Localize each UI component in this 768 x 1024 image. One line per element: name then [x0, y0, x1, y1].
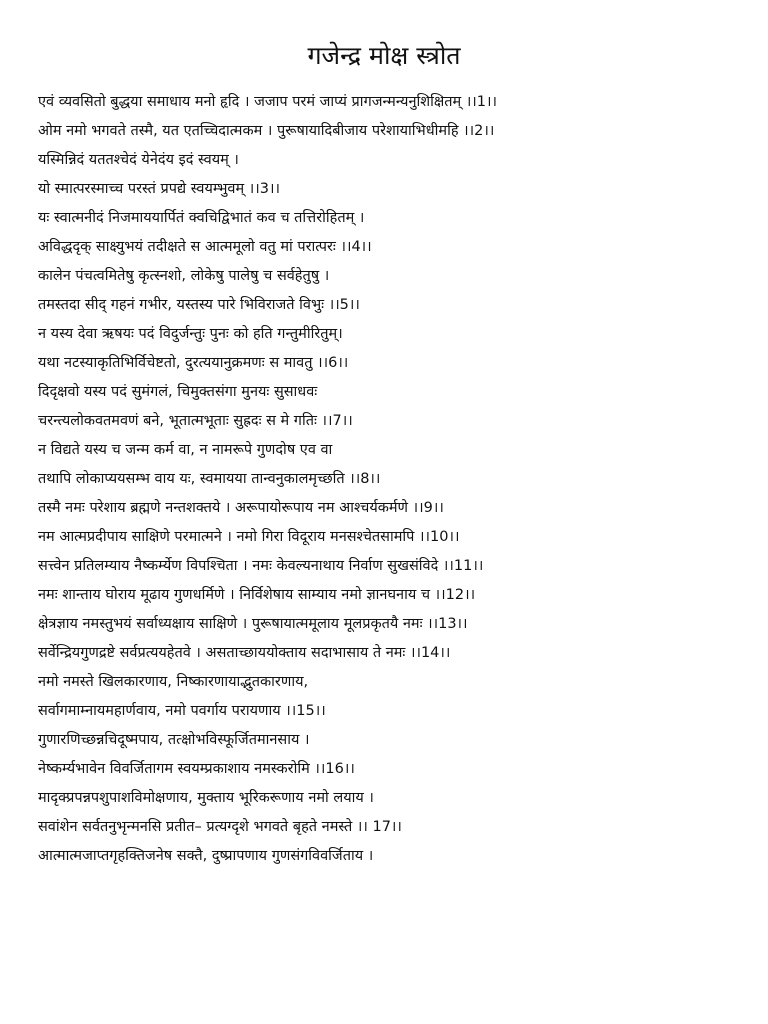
verse-line: नमः शान्ताय घोराय मूढाय गुणधर्मिणे । निर्विशेषाय साम्याय नमो ज्ञानघनाय च ।।12।।: [38, 587, 476, 603]
verse-line: दिदृक्षवो यस्य पदं सुमंगलं, चिमुक्तसंगा मुनयः सुसाधवः: [38, 384, 318, 400]
verse-line: न यस्य देवा ऋषयः पदं विदुर्जन्तुः पुनः को हति गन्तुमीरितुम्।: [38, 326, 343, 342]
verse-line: सत्त्वेन प्रतिलम्याय नैष्कर्म्येण विपश्चिता । नमः केवल्यनाथाय निर्वाण सुखसंविदे ।।11।।: [38, 558, 484, 574]
verse-line: क्षेत्रज्ञाय नमस्तुभयं सर्वाध्यक्षाय साक्षिणे । पुरूषायात्ममूलाय मूलप्रकृतयै नमः ।।13।।: [38, 616, 468, 632]
verse-line: गुणारणिच्छन्नचिदूष्मपाय, तत्क्षोभविस्फूर्जितमानसाय ।: [38, 732, 310, 748]
verse-line: ओम नमो भगवते तस्मै, यत एतच्चिदात्मकम । पुरूषायादिबीजाय परेशायाभिधीमहि ।।2।।: [38, 123, 495, 139]
verse-line: यस्मिन्निदं यततश्चेदं येनेदंय इदं स्वयम् ।: [38, 152, 239, 168]
verse-line: यः स्वात्मनीदं निजमाययार्पितं क्वचिद्विभातं कव च तत्तिरोहितम् ।: [38, 210, 365, 226]
verse-line: आत्मात्मजाप्तगृहक्तिजनेष सक्तै, दुष्प्रापणाय गुणसंगविवर्जिताय ।: [38, 848, 374, 864]
verse-line: सवांशेन सर्वतनुभृन्मनसि प्रतीत– प्रत्यग्दृशे भगवते बृहते नमस्ते ।। 17।।: [38, 819, 402, 835]
verse-line: तस्मै नमः परेशाय ब्रह्मणे नन्तशक्तये । अरूपायोरूपाय नम आश्चर्यकर्मणे ।।9।।: [38, 500, 444, 516]
verse-line: एवं व्यवसितो बुद्धया समाधाय मनो हृदि । जजाप परमं जाप्यं प्रागजन्मन्यनुशिक्षितम् ।।1।।: [38, 94, 498, 110]
verse-line: कालेन पंचत्वमितेषु कृत्स्नशो, लोकेषु पालेषु च सर्वहेतुषु ।: [38, 268, 330, 284]
verse-line: अविद्धदृक् साक्ष्युभयं तदीक्षते स आत्ममूलो वतु मां परात्परः ।।4।।: [38, 239, 372, 255]
verse-line: तथापि लोकाप्ययसम्भ वाय यः, स्वमायया तान्वनुकालमृच्छति ।।8।।: [38, 471, 381, 487]
verse-line: नेष्कर्म्यभावेन विवर्जितागम स्वयम्प्रकाशाय नमस्करोमि ।।16।।: [38, 761, 355, 777]
verse-line: मादृक्प्रपन्नपशुपाशविमोक्षणाय, मुक्ताय भूरिकरूणाय नमो लयाय ।: [38, 790, 374, 806]
verse-list: [38, 88, 738, 871]
verse-line: तमस्तदा सीद् गहनं गभीर, यस्तस्य पारे भिविराजते विभुः ।।5।।: [38, 297, 360, 313]
verse-line: नम आत्मप्रदीपाय साक्षिणे परमात्मने । नमो गिरा विदूराय मनसश्चेतसामपि ।।10।।: [38, 529, 460, 545]
page-title: गजेन्द्र मोक्ष स्त्रोत: [307, 41, 461, 70]
verse-line: नमो नमस्ते खिलकारणाय, निष्कारणायाद्भुतकारणाय,: [38, 674, 309, 690]
verse-line: चरन्त्यलोकवतमवणं बने, भूतात्मभूताः सुह्रदः स मे गतिः ।।7।।: [38, 413, 353, 429]
verse-line: न विद्यते यस्य च जन्म कर्म वा, न नामरूपे गुणदोष एव वा: [38, 442, 333, 458]
verse-line: यो स्मात्परस्माच्च परस्तं प्रपद्ये स्वयम्भुवम् ।।3।।: [38, 181, 280, 197]
verse-line: सर्वेन्द्रियगुणद्रष्टे सर्वप्रत्ययहेतवे । असताच्छाययोक्ताय सदाभासाय ते नमः ।।14।।: [38, 645, 451, 661]
verse-line: सर्वागमाम्नायमहार्णवाय, नमो पवर्गाय परायणाय ।।15।।: [38, 703, 326, 719]
verse-line: यथा नटस्याकृतिभिर्विचेष्टतो, दुरत्ययानुक्रमणः स मावतु ।।6।।: [38, 355, 349, 371]
